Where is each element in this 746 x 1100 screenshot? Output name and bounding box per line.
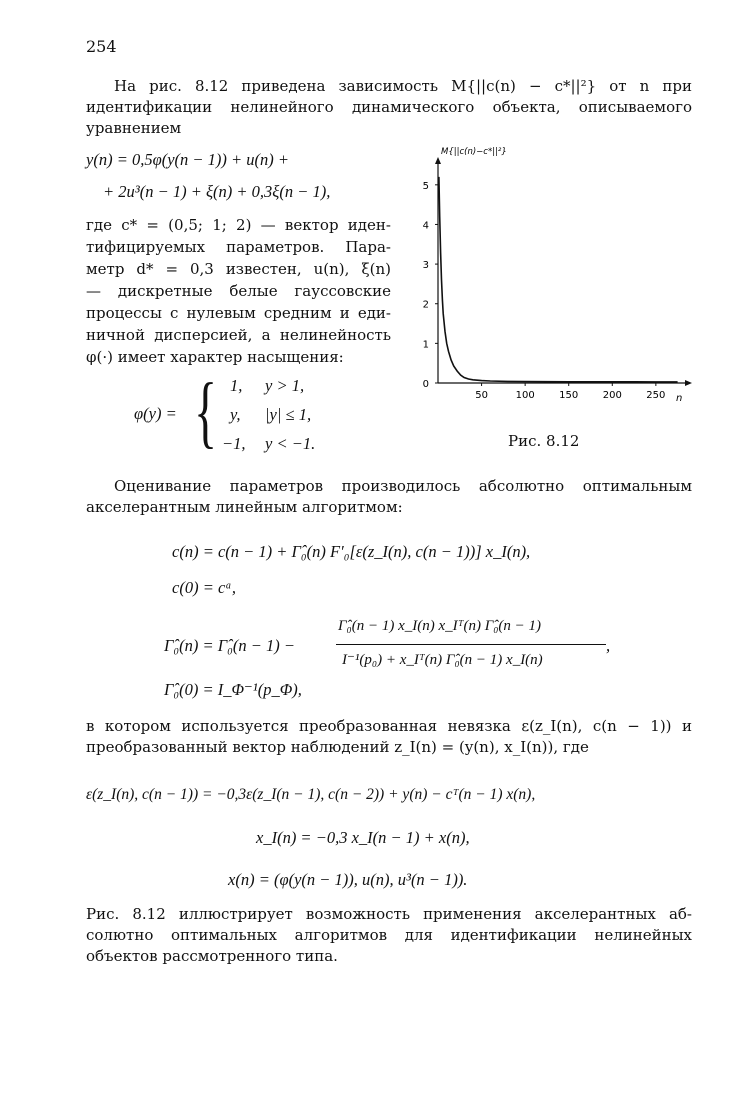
text-line: На рис. 8.12 приведена зависимость M{||c(n) − c*||²} от n при [114,77,692,95]
text-line: — дискретные белые гауссовские [86,282,391,300]
y-axis-label: M{||c(n)−c*||²} [441,147,507,157]
phi-case-1-cond: y > 1, [265,376,305,395]
text-line: метр d* = 0,3 известен, u(n), ξ(n) [86,260,391,278]
convergence-chart [412,138,692,413]
text-line: объектов рассмотренного типа. [86,947,338,965]
text-line: преобразованный вектор наблюдений z_I(n) = (y(n), x_I(n)), где [86,738,589,756]
alg-eq-1: c(n) = c(n − 1) + Γ̂₀(n) F′₀[ε(z_I(n), c(n − 1))] x_I(n), [172,542,531,561]
x-tick-label: 250 [646,390,666,401]
text-line: идентификации нелинейного динамического объекта, описываемого [86,98,692,116]
phi-lhs: φ(y) = [134,404,177,423]
equation-y-line-1: y(n) = 0,5φ(y(n − 1)) + u(n) + [86,150,290,169]
chart-ticks [423,181,666,401]
alg-eq-3-comma: , [606,636,611,655]
phi-case-3-value: −1, [222,434,246,453]
residual-equation: ε(z_I(n), c(n − 1)) = −0,3ε(z_I(n − 1), c(n − 2)) + y(n) − cᵀ(n − 1) x(n), [86,786,536,803]
paragraph-2 [86,476,692,518]
alg-eq-3-numerator: Γ̂₀(n − 1) x_I(n) x_Iᵀ(n) Γ̂₀(n − 1) [338,618,542,634]
y-tick-label: 3 [422,260,429,272]
text-line: акселерантным линейным алгоритмом: [86,498,403,516]
text-line: процессы с нулевым средним и еди- [86,304,391,322]
text-line: φ(·) имеет характер насыщения: [86,348,344,366]
text-line: солютно оптимальных алгоритмов для идентификации нелинейных [86,926,692,944]
fraction-bar [336,644,606,645]
phi-case-2-cond: |y| ≤ 1, [265,405,312,424]
phi-case-1-value: 1, [230,376,243,395]
y-tick-label: 0 [422,379,429,390]
text-line: Оценивание параметров производилось абсолютно оптимальным [114,477,692,495]
alg-eq-4: Γ̂₀(0) = I_Φ⁻¹(p_Φ), [164,680,302,699]
equation-y-line-2: + 2u³(n − 1) + ξ(n) + 0,3ξ(n − 1), [103,182,331,201]
final-paragraph [86,904,692,967]
y-tick-label: 1 [422,339,429,351]
y-tick-label: 2 [422,299,429,311]
x-tick-label: 150 [559,390,579,401]
figure-caption: Рис. 8.12 [508,432,580,450]
x-tick-label: 50 [475,390,488,401]
y-tick-label: 5 [422,180,429,192]
text-line: в котором используется преобразованная невязка ε(z_I(n), c(n − 1)) и [86,717,692,735]
text-line: уравнением [86,119,182,137]
phi-case-3-cond: y < −1. [265,434,316,453]
text-line: Рис. 8.12 иллюстрирует возможность применения акселерантных аб- [86,905,692,923]
x-axis-label: n [676,393,683,404]
phi-case-2-value: y, [230,405,241,424]
paragraph-3 [86,716,692,758]
x-axis-arrow [685,380,692,386]
y-tick-label: 4 [422,220,429,232]
x-tick-label: 200 [602,390,622,401]
alg-eq-2: c(0) = cᵃ, [172,578,236,597]
alg-eq-3-lhs: Γ̂₀(n) = Γ̂₀(n − 1) − [164,636,296,655]
alg-eq-3-denominator: I⁻¹(p₀) + x_Iᵀ(n) Γ̂₀(n − 1) x_I(n) [342,652,543,668]
x-tick-label: 100 [515,390,535,401]
x-vector-equation: x(n) = (φ(y(n − 1)), u(n), u³(n − 1)). [228,870,468,889]
series-line [439,177,678,382]
chart-axes [435,157,692,386]
xi-equation: x_I(n) = −0,3 x_I(n − 1) + x(n), [256,828,470,847]
text-line: тифицируемых параметров. Пара- [86,238,391,256]
text-line: где c* = (0,5; 1; 2) — вектор иден- [86,216,391,234]
left-brace: { [194,368,218,456]
text-line: ничной дисперсией, а нелинейность [86,326,391,344]
y-axis-arrow [435,157,441,164]
intro-paragraph [86,76,692,139]
left-column-paragraph [86,214,391,368]
page-number: 254 [86,37,117,56]
